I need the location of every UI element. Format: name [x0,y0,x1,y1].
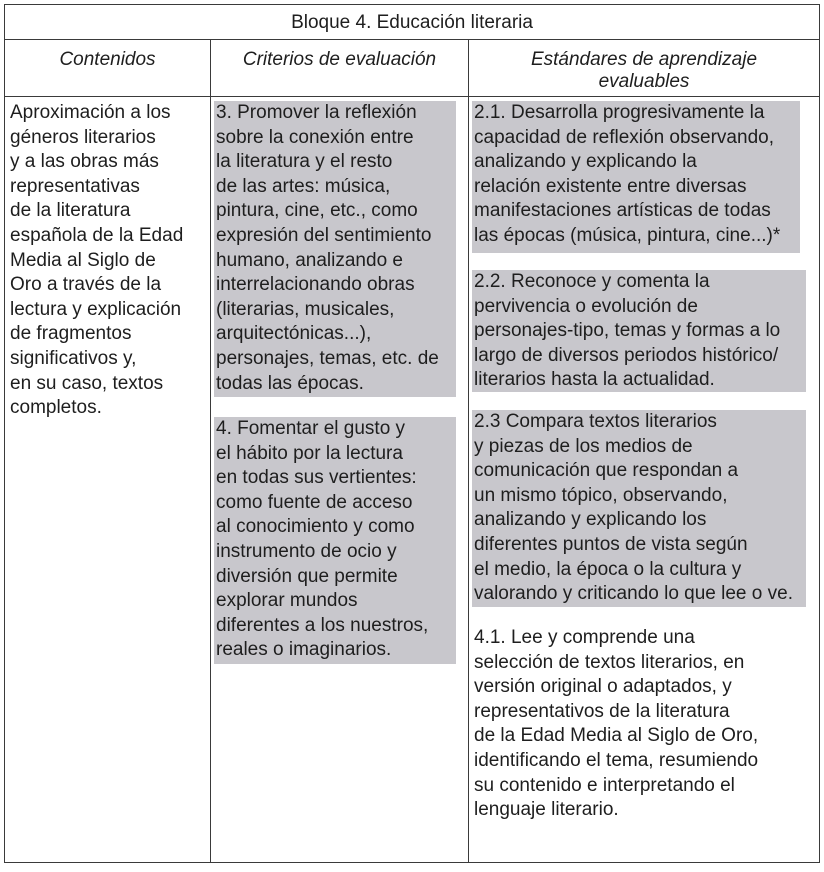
estandar-2-1-text: 2.1. Desarrolla progresivamente la capacidad de reflexión observando, analizando y explicando la relación existente entre diversas manifestaciones artísticas de todas las épocas (música, pintura, cine...)* [474,102,781,246]
header-estandares: Estándares de aprendizaje evaluables [530,49,758,92]
estandar-4-1-text: 4.1. Lee y comprende una selección de textos literarios, en versión original o adaptados, y representativos de la literatura de la Edad Media al Siglo de Oro, identificando el tema, resumiendo su contenido e interpretando el lenguaje literario. [474,627,759,821]
header-criterios: Criterios de evaluación [242,49,437,70]
criterio-3-text: 3. Promover la reflexión sobre la conexión entre la literatura y el resto de las artes: música, pintura, cine, etc., como expresión del sentimiento humano, analizando e interrelacionando obras (literarias, musicales, arquitectónicas...), personajes, temas, etc. de todas las épocas. [216,102,439,394]
column-divider [468,40,469,862]
estandar-2-3-text: 2.3 Compara textos literarios y piezas de los medios de comunicación que respondan a un mismo tópico, observando, analizando y explicando los diferentes puntos de vista según el medio, la época o la cultura y valorando y criticando lo que lee o ve. [474,411,793,605]
estandar-2-2-block [472,270,806,392]
column-divider [210,40,211,862]
header-row [5,40,819,97]
criterio-4-text: 4. Fomentar el gusto y el hábito por la lectura en todas sus vertientes: como fuente de acceso al conocimiento y como instrumento de ocio y diversión que permite explorar mundos diferentes a los nuestros, reales o imaginarios. [216,418,429,661]
contenidos-text: Aproximación a los géneros literarios y a las obras más representativas de la literatura española de la Edad Media al Siglo de Oro a través de la lectura y explicación de fragmentos significativos y, en su caso, textos completos. [10,102,184,419]
criterio-4-block [214,417,456,664]
estandar-2-3-block [472,410,806,607]
estandar-2-1-block [472,101,800,253]
estandar-2-2-text: 2.2. Reconoce y comenta la pervivencia o evolución de personajes-tipo, temas y formas a lo largo de diversos periodos histórico/ literarios hasta la actualidad. [474,271,781,391]
table-title: Bloque 4. Educación literaria [5,5,819,40]
header-contenidos: Contenidos [59,49,156,70]
criterio-3-block [214,101,456,397]
